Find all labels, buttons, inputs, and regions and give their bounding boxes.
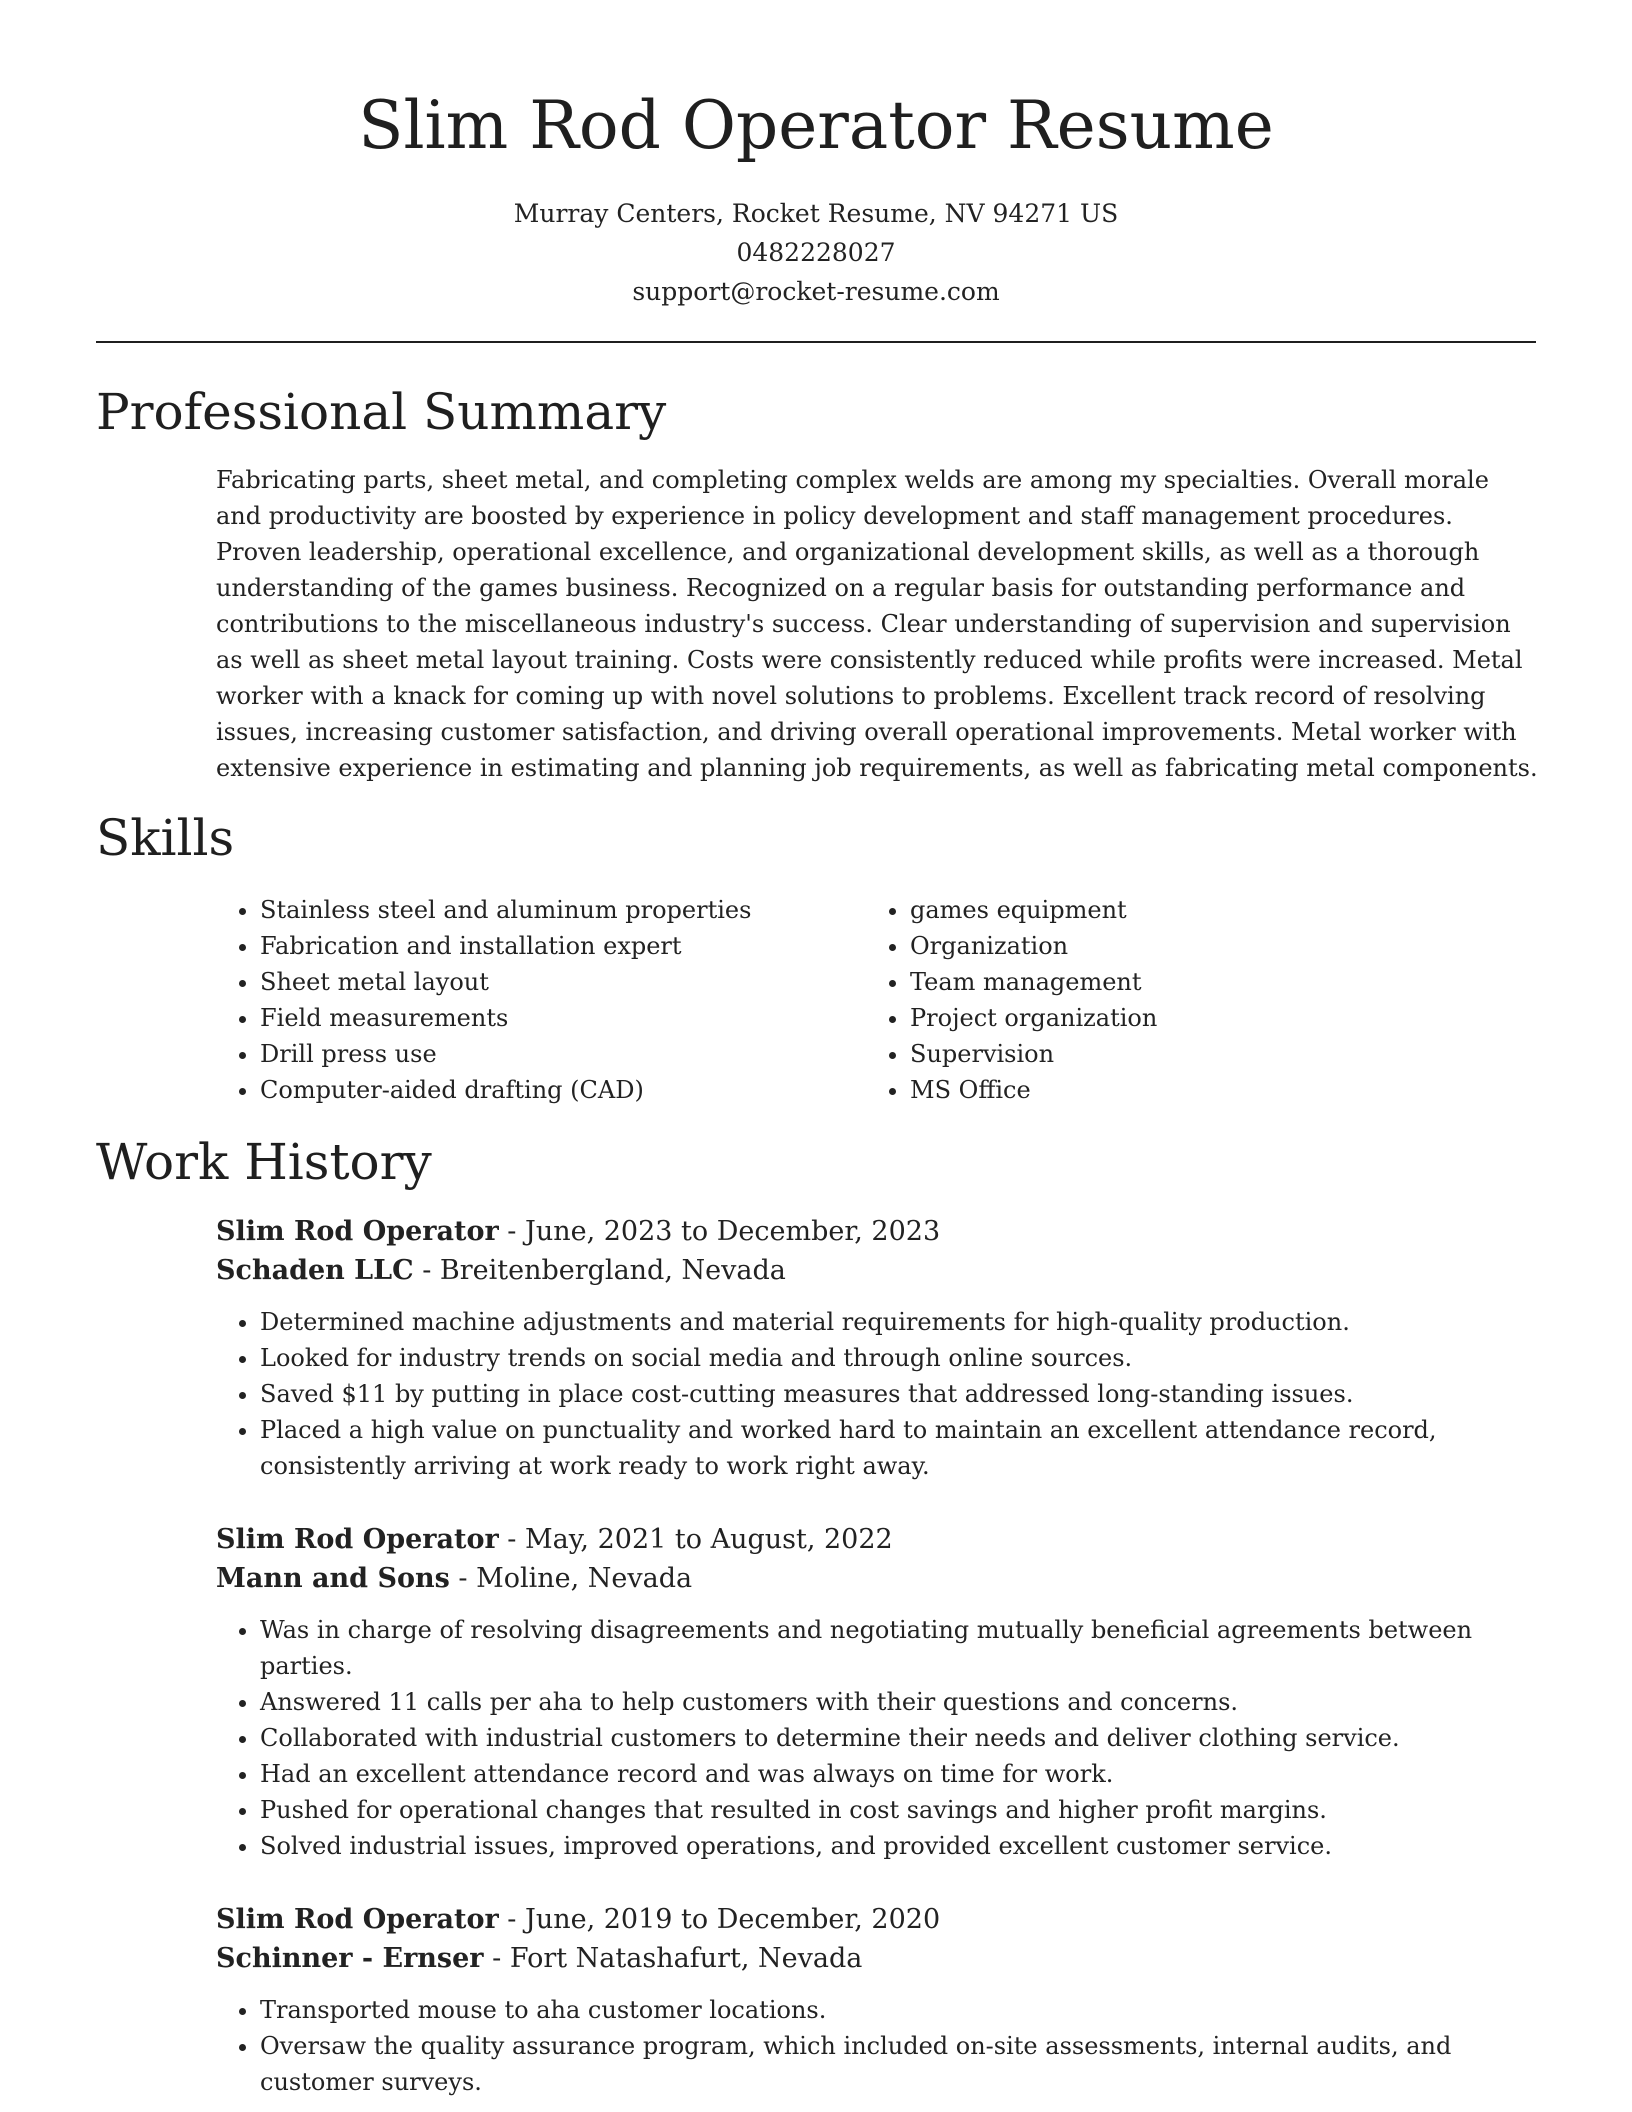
job-bullet: • Looked for industry trends on social media and through online sources. (260, 1340, 1538, 1376)
job-bullet: • Had an excellent attendance record and was always on time for work. (260, 1756, 1538, 1792)
job-dates: - June, 2023 to December, 2023 (498, 1216, 941, 1247)
skill-item: • games equipment (910, 892, 1516, 928)
skills-right-list (866, 892, 1516, 1108)
job-dates: - May, 2021 to August, 2022 (498, 1524, 893, 1555)
skill-item: • Organization (910, 928, 1516, 964)
skills-left-list (216, 892, 866, 1108)
job-location: - Breitenbergland, Nevada (413, 1255, 786, 1286)
skill-item: • Field measurements (260, 1000, 866, 1036)
skill-item: • Drill press use (260, 1036, 866, 1072)
job-location: - Fort Natashafurt, Nevada (483, 1943, 863, 1974)
job-location: - Moline, Nevada (449, 1563, 693, 1594)
job-bullet: • Determined machine adjustments and material requirements for high-quality production. (260, 1304, 1538, 1340)
skill-item: • Computer-aided drafting (CAD) (260, 1072, 866, 1108)
job-bullet: • Answered 11 calls per aha to help customers with their questions and concerns. (260, 1684, 1538, 1720)
job-company: Schaden LLC (216, 1255, 414, 1286)
skill-item: • Team management (910, 964, 1516, 1000)
job-bullet: • Saved $11 by putting in place cost-cutting measures that addressed long-standing issues. (260, 1376, 1538, 1412)
summary-heading: Professional Summary (96, 383, 667, 441)
job-company: Schinner - Ernser (216, 1943, 484, 1974)
resume-header (0, 0, 1632, 311)
job-bullets (216, 1612, 1538, 1864)
job-bullet: • Transported mouse to aha customer locations. (260, 1992, 1538, 2028)
skills-heading: Skills (96, 809, 235, 867)
job-entry (216, 1900, 1538, 2100)
contact-email: support@rocket-resume.com (632, 277, 1000, 306)
job-bullet: • Solved industrial issues, improved operations, and provided excellent customer service. (260, 1828, 1538, 1864)
skill-item: • Sheet metal layout (260, 964, 866, 1000)
skill-item: • Fabrication and installation expert (260, 928, 866, 964)
skills-columns (216, 892, 1536, 1108)
job-company: Mann and Sons (216, 1563, 450, 1594)
contact-phone: 0482228027 (736, 238, 896, 267)
job-title-line (216, 1900, 1538, 1939)
summary-text: Fabricating parts, sheet metal, and completing complex welds are among my specialties. Overall morale and productivity are boosted by experience in policy development and staff management procedures. Proven leadership, operational excellence, and organizational development skills, as well as a thorough understanding of the games business. Recognized on a regular basis for outstanding performance and contributions to the miscellaneous industry's success. Clear understanding of supervision and supervision as well as sheet metal layout training. Costs were consistently reduced while profits were increased. Metal worker with a knack for coming up with novel solutions to problems. Excellent track record of resolving issues, increasing customer satisfaction, and driving overall operational improvements. Metal worker with extensive experience in estimating and planning job requirements, as well as fabricating metal components. (216, 466, 1538, 782)
job-company-line (216, 1939, 1538, 1978)
job-bullet: • Oversaw the quality assurance program, which included on-site assessments, internal audits, and customer surveys. (260, 2028, 1538, 2100)
skill-item: • MS Office (910, 1072, 1516, 1108)
header-divider (96, 341, 1536, 343)
job-bullets (216, 1304, 1538, 1484)
job-title-line (216, 1520, 1538, 1559)
job-entry (216, 1520, 1538, 1864)
job-company-line (216, 1559, 1538, 1598)
job-entry (216, 1212, 1538, 1484)
resume-title: Slim Rod Operator Resume (358, 87, 1274, 164)
job-bullet: • Pushed for operational changes that resulted in cost savings and higher profit margins. (260, 1792, 1538, 1828)
job-title-line (216, 1212, 1538, 1251)
skill-item: • Stainless steel and aluminum properties (260, 892, 866, 928)
job-company-line (216, 1251, 1538, 1290)
job-dates: - June, 2019 to December, 2020 (498, 1904, 941, 1935)
job-bullet: • Was in charge of resolving disagreements and negotiating mutually beneficial agreements between parties. (260, 1612, 1538, 1684)
job-role: Slim Rod Operator (216, 1216, 499, 1247)
work-history-heading: Work History (96, 1133, 432, 1191)
job-role: Slim Rod Operator (216, 1904, 499, 1935)
job-bullet: • Placed a high value on punctuality and worked hard to maintain an excellent attendance record, consistently arriving at work ready to work right away. (260, 1412, 1538, 1484)
contact-address: Murray Centers, Rocket Resume, NV 94271 US (513, 199, 1119, 228)
job-bullets (216, 1992, 1538, 2100)
job-role: Slim Rod Operator (216, 1524, 499, 1555)
job-bullet: • Collaborated with industrial customers to determine their needs and deliver clothing service. (260, 1720, 1538, 1756)
skill-item: • Project organization (910, 1000, 1516, 1036)
skill-item: • Supervision (910, 1036, 1516, 1072)
contact-block (0, 194, 1632, 311)
